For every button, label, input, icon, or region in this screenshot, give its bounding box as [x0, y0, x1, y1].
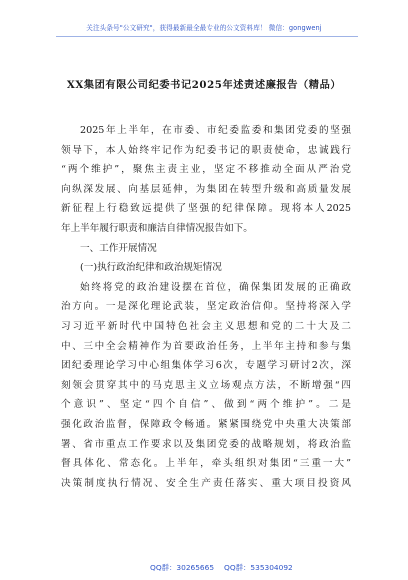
- paragraph-line: 始终将党的政治建设摆在首位，确保集团发展的正确政: [80, 281, 351, 293]
- header-banner: 关注头条号"公文研究"，获得最新最全最专业的公文资料库！ 微信：gongwenj: [86, 24, 322, 32]
- paragraph-line: 习习近平新时代中国特色社会主义思想和党的二十大及二: [61, 320, 351, 332]
- paragraph-line: 向纵深发展、向基层延伸，为集团在转型升级和高质量发展: [61, 183, 351, 195]
- document-title: XX集团有限公司纪委书记2025年述责述廉报告（精品）: [66, 79, 342, 91]
- footer-qq-group-left: QQ群：30265665: [150, 563, 215, 572]
- footer-qq-group-right: QQ群：535304092: [224, 563, 293, 572]
- document-body: [61, 121, 351, 493]
- paragraph-line: 督具体化、常态化。上半年，牵头组织对集团“三重一大”: [61, 458, 351, 470]
- paragraph-line: 年上半年履行职责和廉洁自律情况报告如下。: [61, 222, 253, 234]
- paragraph-line: 决策制度执行情况、安全生产责任落实、重大项目投资风: [61, 477, 351, 489]
- paragraph-line: 团纪委理论学习中心组集体学习6次，专题学习研讨2次，深: [61, 360, 351, 372]
- paragraph-line: 治方向。一是深化理论武装，坚定政治信仰。坚持将深入学: [61, 301, 351, 313]
- footer: [0, 562, 408, 576]
- paragraph-line: 新征程上行稳致远提供了坚强的纪律保障。现将本人2025: [61, 203, 351, 215]
- paragraph-line: 领导下，本人始终牢记作为纪委书记的职责使命，忠诚践行: [61, 144, 351, 156]
- section-heading: 一、工作开展情况: [80, 242, 157, 254]
- paragraph-line: 刻领会贯穿其中的马克思主义立场观点方法，不断增强“四: [61, 379, 351, 391]
- paragraph-line: “两个维护”，聚焦主责主业，坚定不移推动全面从严治党: [61, 164, 351, 176]
- paragraph-line: 中、三中全会精神作为首要政治任务，上半年主持和参与集: [61, 340, 351, 352]
- paragraph-line: 署、省市重点工作要求以及集团党委的战略规划，将政治监: [61, 438, 351, 450]
- paragraph-line: 2025年上半年，在市委、市纪委监委和集团党委的坚强: [80, 125, 351, 136]
- header-divider: [56, 36, 358, 37]
- paragraph-line: 个意识”、坚定“四个自信”、做到“两个维护”。二是: [61, 399, 351, 411]
- paragraph-line: 强化政治监督，保障政令畅通。紧紧围绕党中央重大决策部: [61, 418, 351, 430]
- subsection-heading: (一)执行政治纪律和政治规矩情况: [80, 262, 222, 274]
